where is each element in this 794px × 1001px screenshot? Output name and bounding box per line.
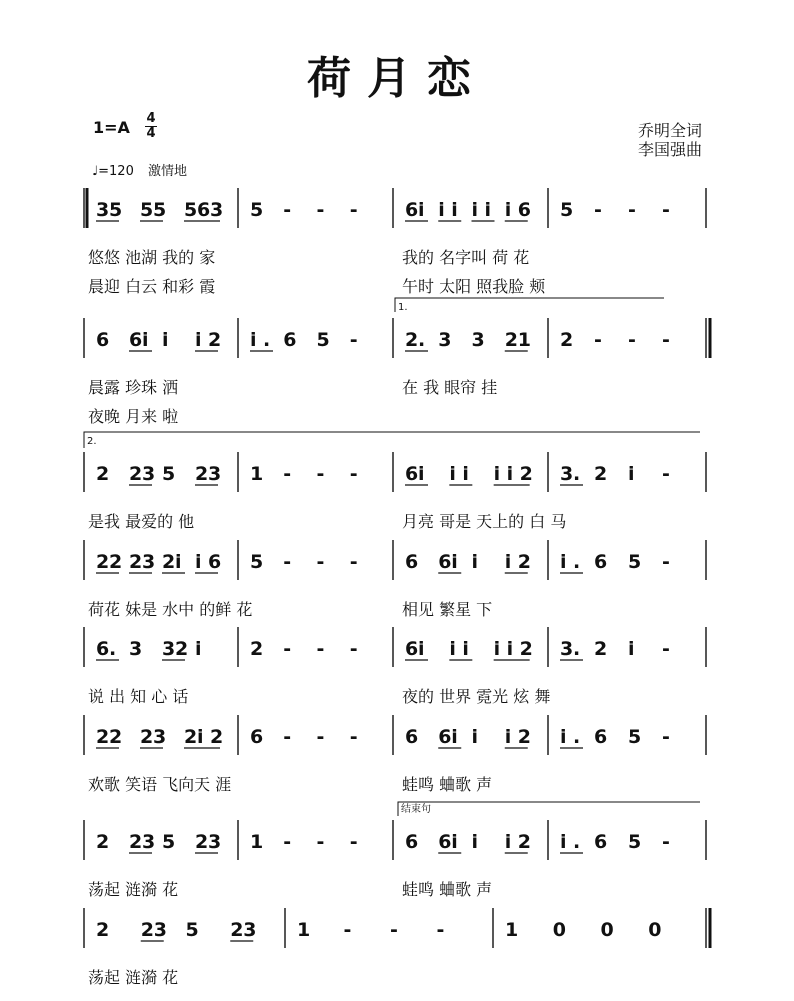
note: i (504, 831, 512, 853)
note: 3 (560, 638, 574, 660)
note: 6 (517, 199, 531, 221)
note: 2 (195, 463, 209, 485)
note: 2 (129, 463, 143, 485)
note: 1 (250, 463, 264, 485)
note: 2 (405, 329, 419, 351)
note: - (349, 463, 358, 485)
note: 0 (600, 919, 614, 941)
time-signature-top: 4 (146, 111, 156, 126)
note: 6 (129, 329, 143, 351)
note: i (628, 463, 635, 485)
note: i (628, 638, 635, 660)
note: i (451, 551, 458, 573)
note: - (283, 199, 292, 221)
note: i (449, 638, 456, 660)
note: - (349, 726, 358, 748)
lyric-line: 我的 名字叫 荷 花 (402, 248, 530, 267)
lyric-line: 晨露 珍珠 洒 (88, 378, 179, 397)
note: i (560, 831, 567, 853)
note: 6 (405, 831, 419, 853)
note: 5 (140, 199, 154, 221)
volta-label-second: 2. (87, 436, 97, 447)
note: - (594, 329, 602, 351)
note: . (418, 329, 426, 351)
note: i (451, 199, 458, 221)
time-signature-bottom: 4 (146, 126, 156, 141)
note: 2 (519, 638, 533, 660)
note: i (471, 726, 479, 748)
note: 2 (560, 329, 574, 351)
note: 3 (129, 638, 143, 660)
note: i (471, 199, 479, 221)
lyricist: 乔明全词 (637, 121, 702, 140)
note: 1 (297, 919, 311, 941)
lyric-line: 夜的 世界 霓光 炫 舞 (402, 687, 551, 706)
note: 0 (648, 919, 662, 941)
lyric-line: 蛙鸣 蛐歌 声 (402, 880, 493, 899)
note: 6 (405, 463, 419, 485)
note: - (662, 199, 670, 221)
note: i (418, 199, 425, 221)
note: 6 (197, 199, 211, 221)
note: 5 (628, 551, 642, 573)
note: - (594, 199, 602, 221)
note: - (283, 551, 292, 573)
note: 6 (250, 726, 264, 748)
note: i (250, 329, 257, 351)
note: 2 (517, 726, 531, 748)
note: - (283, 463, 292, 485)
note: - (662, 726, 670, 748)
note: . (573, 831, 581, 853)
note: 5 (628, 726, 642, 748)
note: 2 (109, 726, 123, 748)
note: i (504, 726, 512, 748)
note: 5 (184, 199, 198, 221)
note: - (316, 726, 325, 748)
note: 2 (594, 463, 608, 485)
note: 2 (208, 329, 222, 351)
note: - (628, 199, 636, 221)
note: i (471, 831, 479, 853)
note: - (628, 329, 636, 351)
note: 3 (560, 463, 574, 485)
lyric-line: 月亮 哥是 天上的 白 马 (402, 512, 567, 531)
lyric-line: 午时 太阳 照我脸 颊 (402, 277, 546, 296)
note: i (418, 638, 425, 660)
note: 1 (505, 919, 519, 941)
note: 5 (250, 551, 264, 573)
note: . (573, 726, 581, 748)
note: 2 (96, 726, 110, 748)
note: i (195, 551, 202, 573)
note: i (175, 551, 182, 573)
lyric-line: 夜晚 月来 啦 (88, 407, 179, 426)
note: 3 (162, 638, 176, 660)
key-signature: 1=A (93, 118, 130, 137)
volta-bracket-first (395, 298, 664, 312)
note: i (560, 551, 567, 573)
lyric-line: 悠悠 池湖 我的 家 (88, 248, 216, 267)
note: - (436, 919, 445, 941)
note: 3 (153, 919, 167, 941)
note: . (263, 329, 271, 351)
note: i (195, 638, 202, 660)
note: i (195, 329, 202, 351)
note: 2 (96, 919, 110, 941)
note: 2 (109, 551, 123, 573)
note: 2 (184, 726, 198, 748)
note: 3 (96, 199, 110, 221)
note: - (316, 199, 325, 221)
note: 6 (594, 831, 608, 853)
note: 3 (438, 329, 452, 351)
note: 6 (96, 329, 110, 351)
note: 2 (504, 329, 518, 351)
note: 5 (162, 831, 176, 853)
note: i (506, 638, 514, 660)
note: i (462, 638, 469, 660)
volta-label-ending: 结束句 (401, 804, 431, 815)
note: 5 (316, 329, 330, 351)
note: 2 (140, 726, 154, 748)
note: i (162, 329, 169, 351)
note: - (316, 638, 325, 660)
note: i (504, 551, 512, 573)
note: 5 (153, 199, 167, 221)
note: 1 (517, 329, 531, 351)
expression-mark: 激情地 (147, 164, 187, 179)
note: - (349, 831, 358, 853)
note: i (451, 831, 458, 853)
note: 2 (230, 919, 244, 941)
note: i (462, 463, 469, 485)
song-title: 荷月恋 (307, 53, 487, 104)
note: i (471, 551, 479, 573)
volta-bracket-ending (398, 802, 700, 816)
lyric-line: 荡起 涟漪 花 (88, 968, 179, 987)
lyric-line: 荡起 涟漪 花 (88, 880, 179, 899)
note: - (316, 831, 325, 853)
volta-label-first: 1. (398, 302, 408, 313)
note: 6 (405, 726, 419, 748)
note: 3 (142, 551, 156, 573)
note: 2 (175, 638, 189, 660)
note: - (283, 726, 292, 748)
note: . (573, 463, 581, 485)
lyric-line: 欢歌 笑语 飞向天 涯 (88, 775, 232, 794)
note: 6 (438, 551, 452, 573)
note: 2 (140, 919, 154, 941)
note: 6 (405, 199, 419, 221)
note: 2 (195, 831, 209, 853)
note: - (283, 831, 292, 853)
note: 6 (438, 726, 452, 748)
lyric-line: 说 出 知 心 话 (88, 687, 189, 706)
note: - (662, 638, 670, 660)
note: - (343, 919, 352, 941)
note: 2 (129, 551, 143, 573)
note: 3 (471, 329, 485, 351)
note: 6 (96, 638, 110, 660)
note: 3 (210, 199, 224, 221)
volta-bracket-second (84, 432, 700, 448)
note: - (390, 919, 398, 941)
note: 2 (96, 463, 110, 485)
tempo-value: ♩=120 (92, 164, 134, 179)
lyric-line: 在 我 眼帘 挂 (402, 378, 498, 397)
note: i (493, 463, 501, 485)
note: i (451, 726, 458, 748)
note: 2 (96, 831, 110, 853)
note: i (506, 463, 514, 485)
note: - (349, 638, 358, 660)
note: 2 (250, 638, 264, 660)
note: 5 (162, 463, 176, 485)
note: 2 (129, 831, 143, 853)
note: 2 (594, 638, 608, 660)
note: 2 (517, 551, 531, 573)
note: i (484, 199, 492, 221)
note: 5 (250, 199, 264, 221)
note: 5 (185, 919, 199, 941)
note: 3 (243, 919, 257, 941)
note: 3 (208, 831, 222, 853)
note: - (349, 199, 358, 221)
note: 2 (162, 551, 176, 573)
note: 1 (250, 831, 264, 853)
note: 6 (405, 638, 419, 660)
note: i (493, 638, 501, 660)
note: 2 (210, 726, 224, 748)
note: - (283, 638, 292, 660)
lyric-line: 荷花 妹是 水中 的鲜 花 (88, 600, 253, 619)
note: 6 (405, 551, 419, 573)
note: 3 (142, 463, 156, 485)
note: i (142, 329, 149, 351)
lyric-line: 相见 繁星 下 (402, 600, 493, 619)
note: 3 (153, 726, 167, 748)
note: i (449, 463, 456, 485)
lyric-line: 晨迎 白云 和彩 霞 (88, 277, 216, 296)
note: 5 (109, 199, 123, 221)
note: - (662, 329, 670, 351)
note: i (418, 463, 425, 485)
note: - (662, 831, 670, 853)
note: - (349, 551, 358, 573)
lyric-line: 蛙鸣 蛐歌 声 (402, 775, 493, 794)
note: i (560, 726, 567, 748)
note: - (662, 551, 670, 573)
note: i (438, 199, 445, 221)
note: 2 (517, 831, 531, 853)
note: . (573, 638, 581, 660)
note: 6 (208, 551, 222, 573)
note: - (316, 463, 325, 485)
note: 3 (142, 831, 156, 853)
note: 5 (560, 199, 574, 221)
note: 6 (438, 831, 452, 853)
note: 2 (519, 463, 533, 485)
note: 6 (594, 726, 608, 748)
note: 3 (208, 463, 222, 485)
note: 0 (552, 919, 566, 941)
note: 6 (283, 329, 297, 351)
note: . (109, 638, 117, 660)
note: . (573, 551, 581, 573)
note: 5 (628, 831, 642, 853)
note: - (349, 329, 358, 351)
note: 2 (96, 551, 110, 573)
note: 6 (594, 551, 608, 573)
composer: 李国强曲 (637, 140, 702, 159)
note: - (662, 463, 670, 485)
lyric-line: 是我 最爱的 他 (88, 512, 195, 531)
note: i (197, 726, 204, 748)
note: i (504, 199, 512, 221)
note: - (316, 551, 325, 573)
